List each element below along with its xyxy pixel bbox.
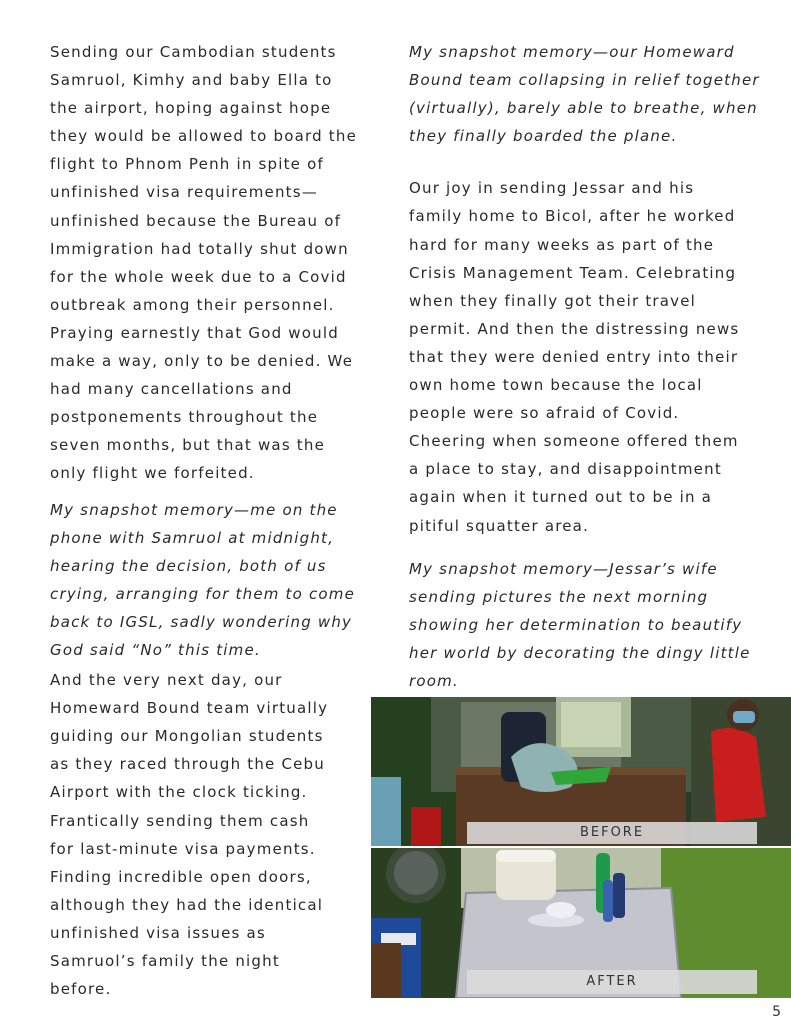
text-line: only flight we forfeited. xyxy=(50,464,255,483)
text-line: Finding incredible open doors, xyxy=(50,867,312,886)
right-column xyxy=(409,38,769,695)
text-line: unfinished visa requirements— xyxy=(50,183,318,202)
text-line: crying, arranging for them to come xyxy=(50,584,356,603)
page-number: 5 xyxy=(772,1004,781,1020)
text-line: showing her determination to beautify xyxy=(409,615,743,634)
cambodian-students-paragraph xyxy=(50,38,375,488)
text-line: Our joy in sending Jessar and his xyxy=(409,179,695,198)
text-line: permit. And then the distressing news xyxy=(409,319,740,338)
text-line: postponements throughout the xyxy=(50,408,319,427)
before-caption: BEFORE xyxy=(467,822,757,844)
text-line: outbreak among their personnel. xyxy=(50,295,335,314)
text-line: hearing the decision, both of us xyxy=(50,556,327,575)
text-line: Sending our Cambodian students xyxy=(50,43,337,61)
text-line: My snapshot memory—me on the xyxy=(50,500,338,519)
text-line: the airport, hoping against hope xyxy=(50,99,332,118)
text-line: a place to stay, and disappointment xyxy=(409,460,722,479)
text-line: before. xyxy=(50,980,112,999)
text-line: they finally boarded the plane. xyxy=(409,127,678,146)
text-line: unfinished because the Bureau of xyxy=(50,211,342,230)
text-line: had many cancellations and xyxy=(50,380,293,399)
text-line: Bound team collapsing in relief together xyxy=(409,71,760,90)
text-line: for the whole week due to a Covid xyxy=(50,267,347,286)
text-line: My snapshot memory—Jessar’s wife xyxy=(409,559,718,578)
text-line: Immigration had totally shut down xyxy=(50,239,349,258)
text-line: seven months, but that was the xyxy=(50,436,326,455)
text-line: although they had the identical xyxy=(50,895,324,914)
text-line: sending pictures the next morning xyxy=(409,587,709,606)
text-line: Samruol’s family the night xyxy=(50,952,280,970)
text-line: phone with Samruol at midnight, xyxy=(50,528,335,547)
text-line: God said “No” this time. xyxy=(50,640,261,659)
text-line: they would be allowed to board the xyxy=(50,127,358,146)
text-line: room. xyxy=(409,671,459,690)
text-line: Cheering when someone offered them xyxy=(409,432,739,451)
left-column xyxy=(50,38,375,1003)
text-line: Samruol, Kimhy and baby Ella to xyxy=(50,71,333,90)
text-line: that they were denied entry into their xyxy=(409,347,739,366)
text-line: guiding our Mongolian students xyxy=(50,727,324,746)
text-line: for last-minute visa payments. xyxy=(50,839,316,858)
text-line: family home to Bicol, after he worked xyxy=(409,207,736,226)
text-line: flight to Phnom Penh in spite of xyxy=(50,155,324,174)
text-line: And the very next day, our xyxy=(50,671,283,690)
after-photo xyxy=(371,848,791,998)
text-line: (virtually), barely able to breathe, when xyxy=(409,99,758,118)
before-photo xyxy=(371,697,791,846)
text-line: back to IGSL, sadly wondering why xyxy=(50,612,353,631)
text-line: Praying earnestly that God would xyxy=(50,323,339,342)
text-line: pitiful squatter area. xyxy=(409,516,590,535)
text-line: as they raced through the Cebu xyxy=(50,755,325,774)
text-line: Crisis Management Team. Celebrating xyxy=(409,263,737,282)
text-line: people were so afraid of Covid. xyxy=(409,404,680,423)
text-line: Homeward Bound team virtually xyxy=(50,699,329,718)
jessar-paragraph xyxy=(409,174,769,539)
text-line: unfinished visa issues as xyxy=(50,923,266,942)
midnight-memory-paragraph xyxy=(50,496,375,665)
wife-memory-paragraph xyxy=(409,555,769,695)
text-line: own home town because the local xyxy=(409,376,703,395)
relief-memory-paragraph xyxy=(409,38,769,150)
text-line: her world by decorating the dingy little xyxy=(409,643,751,662)
mongolian-students-paragraph xyxy=(50,666,375,1003)
text-line: again when it turned out to be in a xyxy=(409,488,713,507)
after-caption: AFTER xyxy=(467,970,757,994)
text-line: Frantically sending them cash xyxy=(50,811,310,830)
text-line: when they finally got their travel xyxy=(409,291,697,310)
text-line: Airport with the clock ticking. xyxy=(50,783,308,802)
text-line: hard for many weeks as part of the xyxy=(409,235,715,254)
text-line: make a way, only to be denied. We xyxy=(50,352,354,371)
text-line: My snapshot memory—our Homeward xyxy=(409,43,735,61)
